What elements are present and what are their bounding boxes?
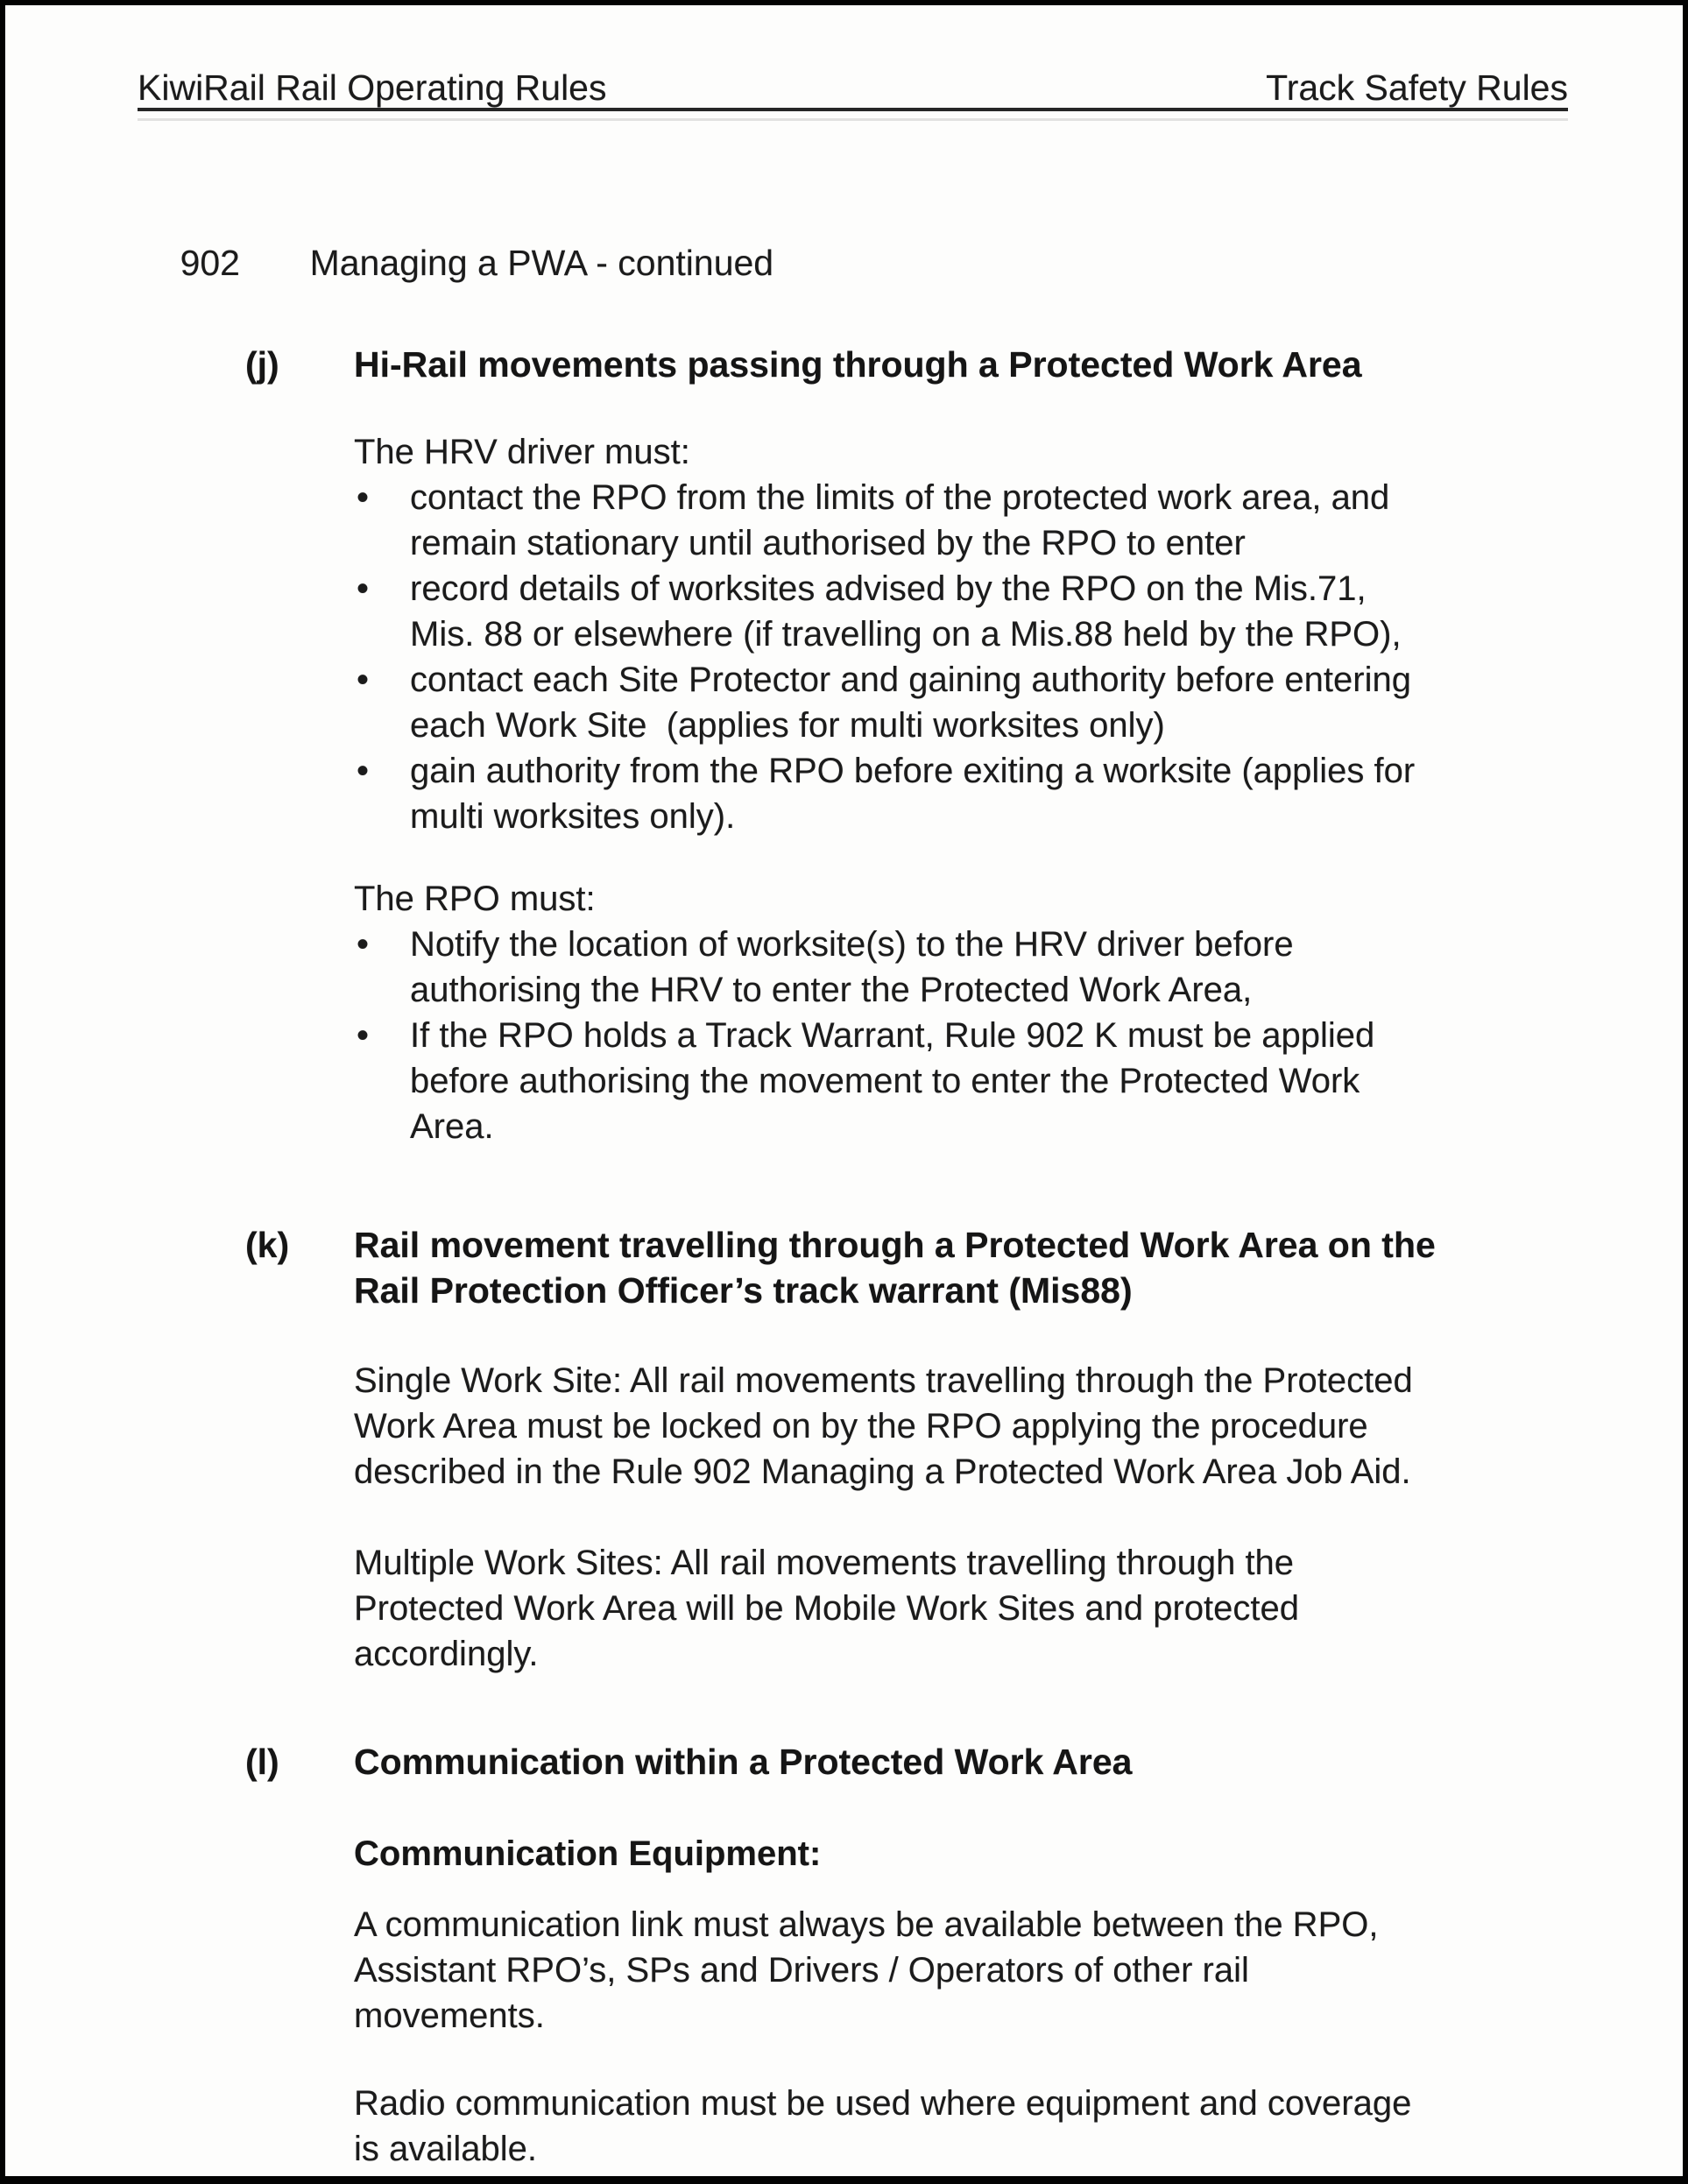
section-j-heading-text: Hi-Rail movements passing through a Protected Work Area <box>354 344 1362 385</box>
multiple-work-sites-paragraph <box>354 1540 1299 1677</box>
text-line: A communication link must always be available between the RPO, <box>354 1905 1379 1944</box>
header-left-title: KiwiRail Rail Operating Rules <box>138 67 607 108</box>
text-line: contact the RPO from the limits of the protected work area, and <box>410 478 1390 517</box>
hrv-bullet-3 <box>357 657 1411 748</box>
hrv-bullet-1-text <box>410 475 1389 566</box>
hrv-intro <box>354 429 690 475</box>
text-line: Rail Protection Officer’s track warrant (Mis88) <box>354 1270 1133 1311</box>
bullet-icon: • <box>357 478 370 517</box>
text-line: Protected Work Area will be Mobile Work Sites and protected <box>354 1589 1300 1628</box>
hrv-bullet-2-text <box>410 566 1402 657</box>
text-line: multi worksites only). <box>410 797 736 836</box>
text-line: Rail movement travelling through a Protected Work Area on the <box>354 1225 1436 1265</box>
single-work-site-paragraph <box>354 1358 1413 1495</box>
bullet-icon: • <box>357 1016 370 1055</box>
hrv-bullet-4 <box>357 748 1415 839</box>
text-line: Mis. 88 or elsewhere (if travelling on a Mis.88 held by the RPO), <box>410 615 1402 654</box>
bullet-icon: • <box>357 661 370 699</box>
text-line: Radio communication must be used where equipment and coverage <box>354 2084 1412 2123</box>
rpo-bullet-1 <box>357 922 1294 1013</box>
text-line: accordingly. <box>354 1635 539 1673</box>
bullet-icon: • <box>357 925 370 964</box>
text-line: record details of worksites advised by the RPO on the Mis.71, <box>410 569 1367 608</box>
text-line: Area. <box>410 1107 494 1146</box>
text-line: remain stationary until authorised by the RPO to enter <box>410 524 1246 562</box>
text-line: Work Area must be locked on by the RPO applying the procedure <box>354 1407 1368 1445</box>
section-j-label: (j) <box>245 344 279 385</box>
text-line: each Work Site (applies for multi worksites only) <box>410 706 1165 745</box>
subheading-text: Communication Equipment: <box>354 1834 822 1873</box>
text-line: Single Work Site: All rail movements travelling through the Protected <box>354 1361 1413 1400</box>
section-k-heading-text <box>354 1222 1436 1313</box>
rpo-intro <box>354 876 596 922</box>
communication-link-paragraph <box>354 1902 1378 2039</box>
communication-equipment-subheading <box>354 1831 821 1877</box>
rpo-intro-text: The RPO must: <box>354 880 596 918</box>
rpo-bullet-2 <box>357 1013 1374 1149</box>
page-header <box>138 68 1568 111</box>
text-line: contact each Site Protector and gaining authority before entering <box>410 661 1411 699</box>
hrv-bullet-4-text <box>410 748 1415 839</box>
bullet-icon: • <box>357 569 370 608</box>
section-l-label: (l) <box>245 1742 279 1782</box>
section-k-heading <box>245 1222 1436 1313</box>
rpo-bullet-2-text <box>410 1013 1374 1149</box>
section-l-heading <box>245 1739 1132 1785</box>
hrv-intro-text: The HRV driver must: <box>354 433 690 471</box>
text-line: authorising the HRV to enter the Protected Work Area, <box>410 971 1253 1009</box>
rule-title: Managing a PWA - continued <box>309 243 774 283</box>
text-line: described in the Rule 902 Managing a Protected Work Area Job Aid. <box>354 1452 1411 1491</box>
text-line: is available. <box>354 2130 538 2168</box>
section-k-label: (k) <box>245 1225 290 1265</box>
rule-title-line <box>140 194 773 331</box>
text-line: gain authority from the RPO before exiting a worksite (applies for <box>410 752 1416 790</box>
section-l-heading-text: Communication within a Protected Work Area <box>354 1742 1133 1782</box>
text-line: Multiple Work Sites: All rail movements travelling through the <box>354 1544 1295 1582</box>
section-j-heading <box>245 342 1362 387</box>
header-right-title: Track Safety Rules <box>1266 67 1568 108</box>
header-rule-shadow <box>138 118 1568 121</box>
text-line: Assistant RPO’s, SPs and Drivers / Operators of other rail <box>354 1951 1249 1990</box>
hrv-bullet-3-text <box>410 657 1411 748</box>
text-line: Notify the location of worksite(s) to the HRV driver before <box>410 925 1294 964</box>
hrv-bullet-2 <box>357 566 1402 657</box>
rule-number: 902 <box>180 243 240 283</box>
text-line: If the RPO holds a Track Warrant, Rule 902 K must be applied <box>410 1016 1375 1055</box>
bullet-icon: • <box>357 752 370 790</box>
hrv-bullet-1 <box>357 475 1389 566</box>
radio-communication-paragraph <box>354 2081 1411 2172</box>
text-line: before authorising the movement to enter the Protected Work <box>410 1062 1360 1100</box>
text-line: movements. <box>354 1997 545 2035</box>
rpo-bullet-1-text <box>410 922 1294 1013</box>
